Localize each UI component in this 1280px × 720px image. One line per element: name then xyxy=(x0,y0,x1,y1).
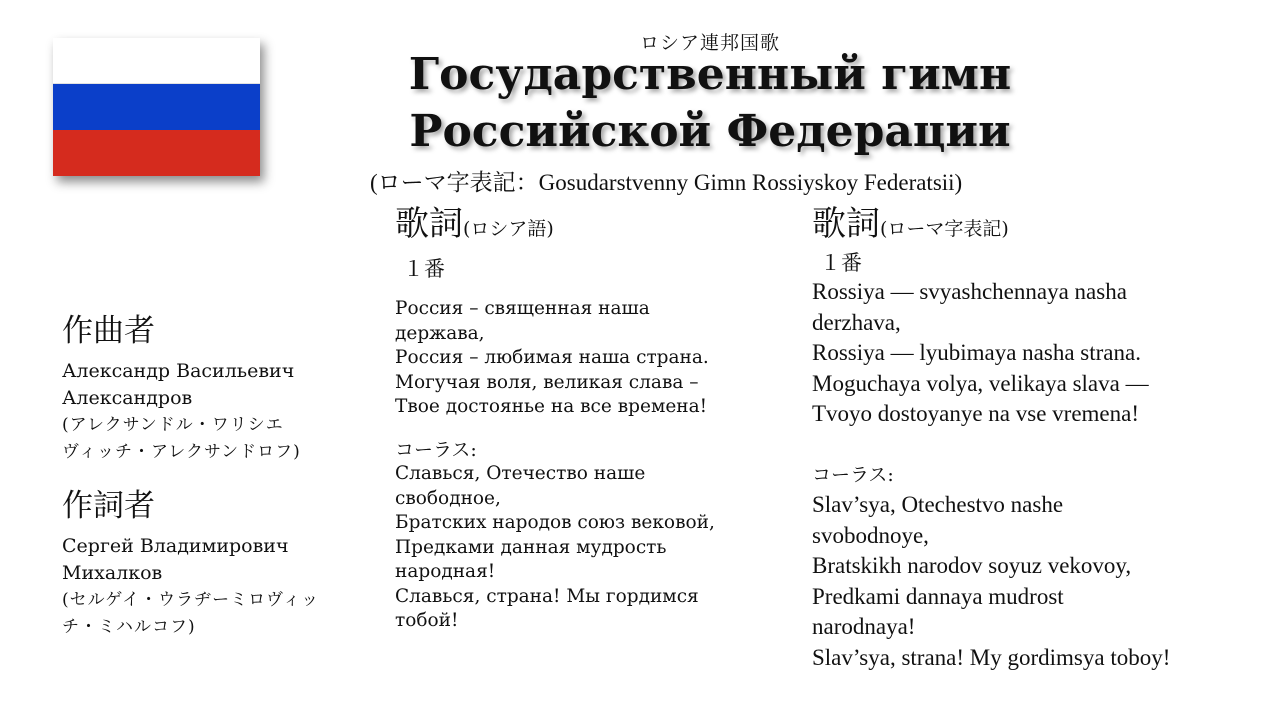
lyricist-section xyxy=(62,480,382,641)
lyrics-heading-sub: (ロシア語) xyxy=(463,218,554,240)
chorus-lines xyxy=(395,462,795,634)
chorus-line: Slav’sya, strana! My gordimsya toboy! xyxy=(812,644,1171,670)
verse-line: Tvoyo dostoyanye na vse vremena! xyxy=(812,401,1140,426)
lyrics-russian-column xyxy=(395,196,795,634)
flag-stripe-blue xyxy=(53,84,260,130)
lyricist-jp-line: チ・ミハルコフ) xyxy=(62,617,196,637)
title-line-1: Государственный гимн xyxy=(408,49,1012,100)
chorus-lines xyxy=(812,490,1262,673)
verse-number: １番 xyxy=(820,251,862,275)
chorus-line: Predkami dannaya mudrost xyxy=(812,583,1064,609)
chorus-label: コーラス: xyxy=(812,463,894,486)
lyricist-name xyxy=(62,533,382,587)
chorus-line: Славься, страна! Мы гордимся xyxy=(395,585,699,607)
verse-lines xyxy=(395,297,795,420)
lyricist-name-line: Михалков xyxy=(62,562,163,584)
composer-name-japanese xyxy=(62,412,382,466)
verse-line: Rossiya — svyashchennaya nasha xyxy=(812,279,1127,304)
composer-name xyxy=(62,358,382,412)
chorus-line: svobodnoye, xyxy=(812,522,929,548)
title-line-2: Российской Федерации xyxy=(409,106,1011,157)
composer-name-line: Александр Васильевич xyxy=(62,360,295,382)
chorus-line: Slav’sya, Otechestvo nashe xyxy=(812,492,1064,517)
page-title xyxy=(340,46,1080,160)
flag-stripe-white xyxy=(53,38,260,84)
russian-flag xyxy=(53,38,260,176)
verse-number: １番 xyxy=(403,257,445,281)
flag-stripe-red xyxy=(53,130,260,176)
verse-line: Moguchaya volya, velikaya slava — xyxy=(812,370,1149,396)
lyricist-name-japanese xyxy=(62,587,382,641)
subtitle-japanese: ロシア連邦国歌 xyxy=(639,32,780,54)
chorus-line: Братских народов союз вековой, xyxy=(395,512,715,533)
composer-jp-line: ヴィッチ・アレクサンドロフ) xyxy=(62,442,301,462)
lyrics-romanized-column xyxy=(812,196,1262,673)
lyrics-heading-text: 歌詞 xyxy=(395,204,463,244)
chorus-line: narodnaya! xyxy=(812,614,916,639)
verse-line: Россия – любимая наша страна. xyxy=(395,347,709,368)
verse-line: Могучая воля, великая слава – xyxy=(395,371,699,393)
verse-line: Твое достоянье на все времена! xyxy=(395,396,708,417)
lyricist-jp-line: (セルゲイ・ウラヂーミロヴィッ xyxy=(62,590,320,610)
verse-line: derzhava, xyxy=(812,309,901,335)
chorus-line: свободное, xyxy=(395,487,501,509)
lyrics-heading-sub: (ローマ字表記) xyxy=(880,218,1009,240)
lyrics-romanized-heading xyxy=(812,196,1262,245)
lyrics-heading-text: 歌詞 xyxy=(812,204,880,244)
chorus-line: Славься, Отечество наше xyxy=(395,463,646,484)
verse-line: держава, xyxy=(395,322,485,344)
composer-jp-line: (アレクサンドル・ワリシエ xyxy=(62,415,284,435)
composer-section xyxy=(62,305,382,466)
chorus-line: народная! xyxy=(395,561,496,582)
chorus-line: Предками данная мудрость xyxy=(395,536,667,558)
title-romanization: (ローマ字表記：Gosudarstvenny Gimn Rossiyskoy Federatsii) xyxy=(370,170,963,195)
verse-line: Россия – священная наша xyxy=(395,298,650,319)
lyricist-heading: 作詞者 xyxy=(62,488,155,524)
chorus-line: тобой! xyxy=(395,610,459,631)
composer-heading: 作曲者 xyxy=(62,313,155,349)
chorus-line: Bratskikh narodov soyuz vekovoy, xyxy=(812,553,1132,578)
lyricist-name-line: Сергей Владимирович xyxy=(62,535,289,557)
lyrics-russian-heading xyxy=(395,196,795,245)
chorus-label: コーラス: xyxy=(395,438,477,461)
composer-name-line: Александров xyxy=(62,387,193,409)
verse-lines xyxy=(812,277,1262,430)
verse-line: Rossiya — lyubimaya nasha strana. xyxy=(812,340,1141,365)
